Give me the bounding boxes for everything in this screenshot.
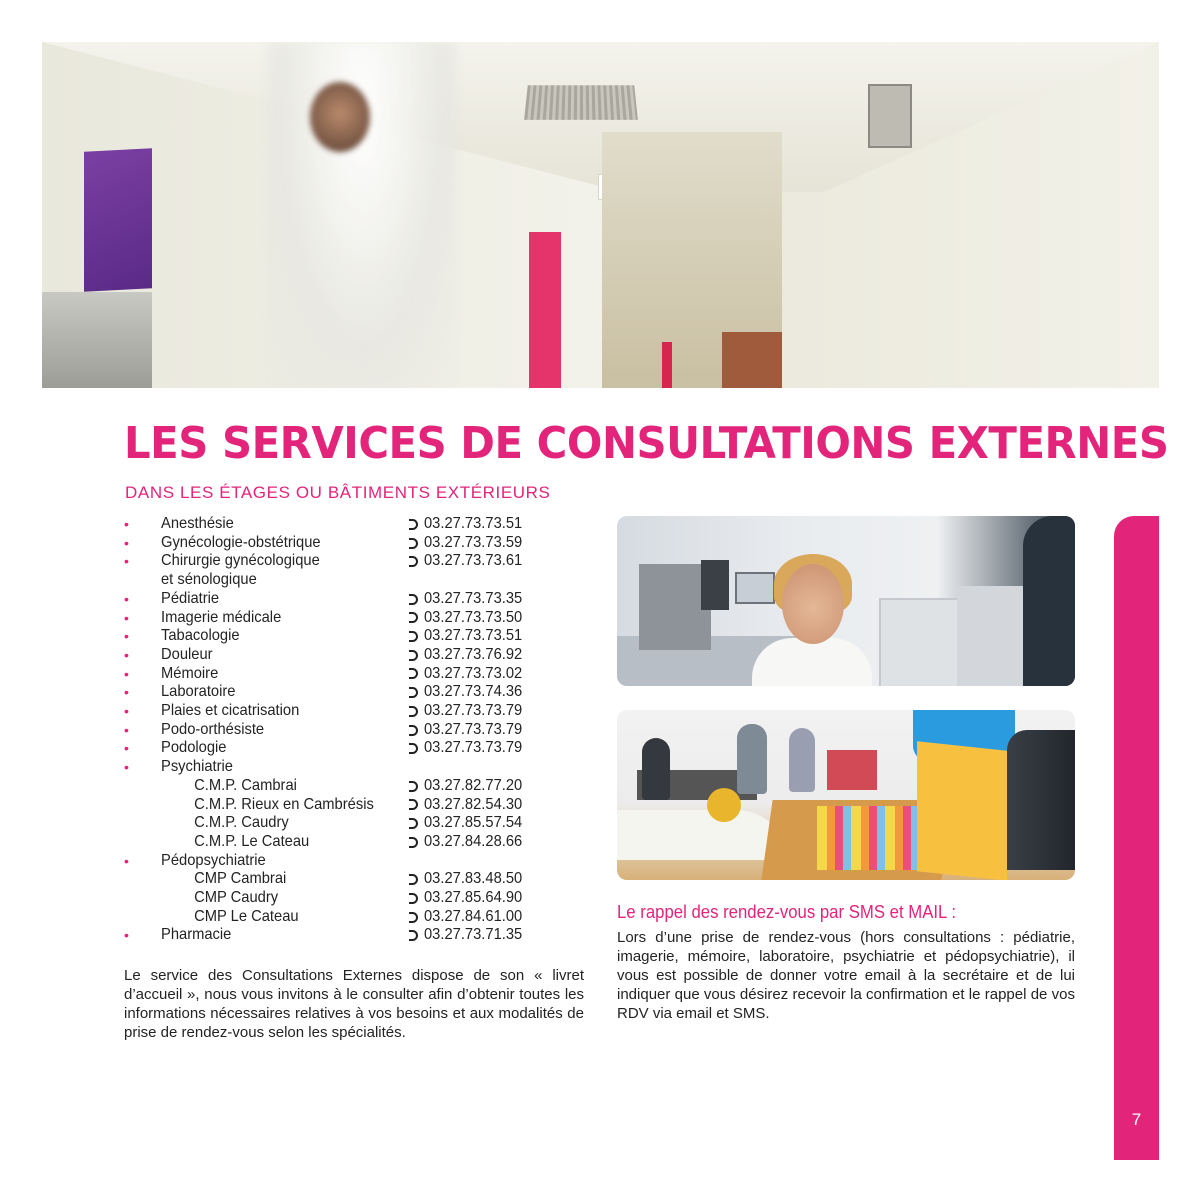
service-phone — [409, 590, 531, 609]
pink-pillar — [529, 232, 561, 388]
phone-number: 03.27.73.73.50 — [424, 608, 523, 626]
service-label: CMP Le Cateau — [194, 907, 299, 925]
phone-number: 03.27.73.73.79 — [424, 702, 523, 720]
service-item — [124, 852, 594, 871]
bullet-icon: • — [124, 609, 129, 626]
phone-icon — [409, 668, 418, 679]
services-list — [124, 515, 594, 945]
page-subtitle: DANS LES ÉTAGES OU BÂTIMENTS EXTÉRIEURS — [125, 483, 551, 502]
service-label: C.M.P. Rieux en Cambrésis — [194, 795, 374, 813]
phone-icon — [409, 706, 418, 717]
service-phone — [409, 646, 531, 665]
phone-icon — [409, 930, 418, 941]
white-coat — [752, 638, 872, 686]
bullet-icon: • — [124, 759, 129, 776]
phone-icon — [409, 594, 418, 605]
phone-icon — [409, 743, 418, 754]
service-item — [124, 777, 594, 796]
service-label: et sénologique — [161, 571, 257, 589]
monitor — [701, 560, 729, 610]
kids-table — [617, 810, 787, 860]
service-label: Psychiatrie — [161, 758, 233, 776]
patient-shoulder — [1023, 516, 1075, 686]
foreground-arm — [1007, 730, 1075, 870]
service-item — [124, 552, 594, 571]
service-item — [124, 721, 594, 740]
service-label: C.M.P. Le Cateau — [194, 832, 310, 850]
toy — [707, 788, 741, 822]
service-label: C.M.P. Cambrai — [194, 776, 297, 794]
service-label: C.M.P. Caudry — [194, 814, 289, 832]
rappel-title: Le rappel des rendez-vous par SMS et MAIL : — [617, 902, 957, 922]
service-phone — [409, 889, 531, 908]
service-phone — [409, 739, 531, 758]
service-label: Pharmacie — [161, 926, 232, 944]
phone-number: 03.27.73.71.35 — [424, 926, 523, 944]
phone-icon — [409, 538, 418, 549]
service-item — [124, 739, 594, 758]
service-item — [124, 665, 594, 684]
phone-number: 03.27.84.61.00 — [424, 907, 523, 925]
service-label: CMP Cambrai — [194, 870, 287, 888]
hero-photo-corridor — [42, 42, 1159, 388]
service-item — [124, 702, 594, 721]
service-item — [124, 609, 594, 628]
service-phone — [409, 908, 531, 927]
corridor-end-door — [722, 332, 782, 388]
service-phone — [409, 627, 531, 646]
service-item — [124, 515, 594, 534]
photo-reception — [617, 516, 1075, 686]
phone-icon — [409, 519, 418, 530]
service-phone — [409, 814, 531, 833]
service-label: Anesthésie — [161, 515, 234, 532]
service-item — [124, 758, 594, 777]
service-label: Mémoire — [161, 664, 219, 682]
service-label: Tabacologie — [161, 627, 240, 645]
phone-icon — [409, 799, 418, 810]
bullet-icon: • — [124, 665, 129, 682]
bullet-icon: • — [124, 553, 129, 570]
phone-icon — [409, 687, 418, 698]
bullet-icon: • — [124, 852, 129, 869]
service-phone — [409, 833, 531, 852]
service-phone — [409, 777, 531, 796]
service-item — [124, 833, 594, 852]
service-label: Imagerie médicale — [161, 608, 282, 626]
service-phone — [409, 683, 531, 702]
phone-icon — [409, 556, 418, 567]
service-item — [124, 646, 594, 665]
bullet-icon: • — [124, 721, 129, 738]
bullet-icon: • — [124, 628, 129, 645]
phone-number: 03.27.73.76.92 — [424, 645, 523, 663]
service-item — [124, 590, 594, 609]
service-label: Chirurgie gynécologique — [161, 552, 320, 570]
wall-sign — [84, 148, 152, 292]
intro-paragraph: Le service des Consultations Externes dispose de son « livret d’accueil », nous vous invitons à le consulter afin d’obtenir toutes les informations nécessaires relatives à vos besoins et aux modalités de prise de rendez-vous selon les spécialités. — [124, 967, 584, 1041]
phone-icon — [409, 781, 418, 792]
bullet-icon: • — [124, 927, 129, 944]
phone-number: 03.27.73.73.61 — [424, 552, 523, 570]
service-label: Pédiatrie — [161, 589, 220, 607]
bullet-icon: • — [124, 590, 129, 607]
phone-icon — [409, 650, 418, 661]
bullet-icon: • — [124, 740, 129, 757]
wall-plate — [42, 292, 152, 388]
phone-number: 03.27.85.64.90 — [424, 889, 523, 907]
rappel-paragraph: Lors d’une prise de rendez-vous (hors consultations : pédiatrie, imagerie, mémoire, laboratoire, psychiatrie et pédopsychiatrie), il vous est possible de donner votre email à la secrétaire et de lui indiquer que vous désirez recevoir la confirmation et le rappel de vos RDV via email et SMS. — [617, 929, 1075, 1022]
photo-waiting-room — [617, 710, 1075, 880]
service-phone — [409, 721, 531, 740]
ceiling-vent — [524, 85, 638, 120]
phone-number: 03.27.82.54.30 — [424, 795, 523, 813]
service-label: Pédopsychiatrie — [161, 851, 266, 869]
phone-icon — [409, 818, 418, 829]
page-number: 7 — [1131, 1110, 1142, 1129]
service-label: Podo-orthésiste — [161, 720, 265, 738]
bullet-icon: • — [124, 534, 129, 551]
phone-number: 03.27.82.77.20 — [424, 776, 523, 794]
service-label: Laboratoire — [161, 683, 236, 701]
phone-number: 03.27.73.73.35 — [424, 589, 523, 607]
phone-icon — [409, 874, 418, 885]
service-item — [124, 683, 594, 702]
phone-number: 03.27.85.57.54 — [424, 814, 523, 832]
service-phone — [409, 515, 531, 534]
service-phone — [409, 702, 531, 721]
service-item — [124, 908, 594, 927]
waiting-person — [642, 738, 670, 800]
waiting-person — [789, 728, 815, 792]
phone-icon — [409, 631, 418, 642]
bullet-icon: • — [124, 703, 129, 720]
yellow-book — [917, 741, 1007, 880]
service-phone — [409, 926, 531, 945]
service-phone — [409, 665, 531, 684]
shelf — [957, 586, 1027, 686]
service-item — [124, 889, 594, 908]
phone-number: 03.27.73.74.36 — [424, 683, 523, 701]
nurse-head — [310, 82, 370, 152]
service-phone — [409, 796, 531, 815]
phone-icon — [409, 893, 418, 904]
service-label: CMP Caudry — [194, 889, 279, 907]
service-label: Podologie — [161, 739, 227, 757]
phone-number: 03.27.73.73.51 — [424, 627, 523, 645]
phone-icon — [409, 725, 418, 736]
phone-icon — [409, 837, 418, 848]
service-label: Plaies et cicatrisation — [161, 702, 300, 720]
service-phone — [409, 870, 531, 889]
red-pillar — [662, 342, 672, 388]
service-label: Gynécologie-obstétrique — [161, 533, 321, 551]
service-item — [124, 926, 594, 945]
service-item — [124, 870, 594, 889]
service-item — [124, 814, 594, 833]
service-phone — [409, 552, 531, 571]
red-chairs — [827, 750, 877, 790]
service-item — [124, 796, 594, 815]
service-item — [124, 627, 594, 646]
bullet-icon: • — [124, 684, 129, 701]
books — [817, 806, 927, 870]
bullet-icon: • — [124, 516, 129, 532]
phone-number: 03.27.73.73.79 — [424, 739, 523, 757]
phone-icon — [409, 612, 418, 623]
phone-number: 03.27.73.73.51 — [424, 515, 523, 532]
phone-number: 03.27.73.73.02 — [424, 664, 523, 682]
receptionist-face — [782, 564, 844, 644]
phone-number: 03.27.73.73.79 — [424, 720, 523, 738]
phone-icon — [409, 912, 418, 923]
service-label: Douleur — [161, 645, 213, 663]
page-title: LES SERVICES DE CONSULTATIONS EXTERNES — [124, 418, 1169, 469]
bullet-icon: • — [124, 646, 129, 663]
page-side-tab — [1114, 516, 1159, 1160]
service-phone — [409, 534, 531, 553]
waiting-person — [737, 724, 767, 794]
service-phone — [409, 609, 531, 628]
phone-number: 03.27.73.73.59 — [424, 533, 523, 551]
phone-number: 03.27.83.48.50 — [424, 870, 523, 888]
service-item — [124, 534, 594, 553]
screen — [735, 572, 775, 604]
wall-frame — [868, 84, 912, 148]
service-item — [124, 571, 594, 590]
phone-number: 03.27.84.28.66 — [424, 832, 523, 850]
